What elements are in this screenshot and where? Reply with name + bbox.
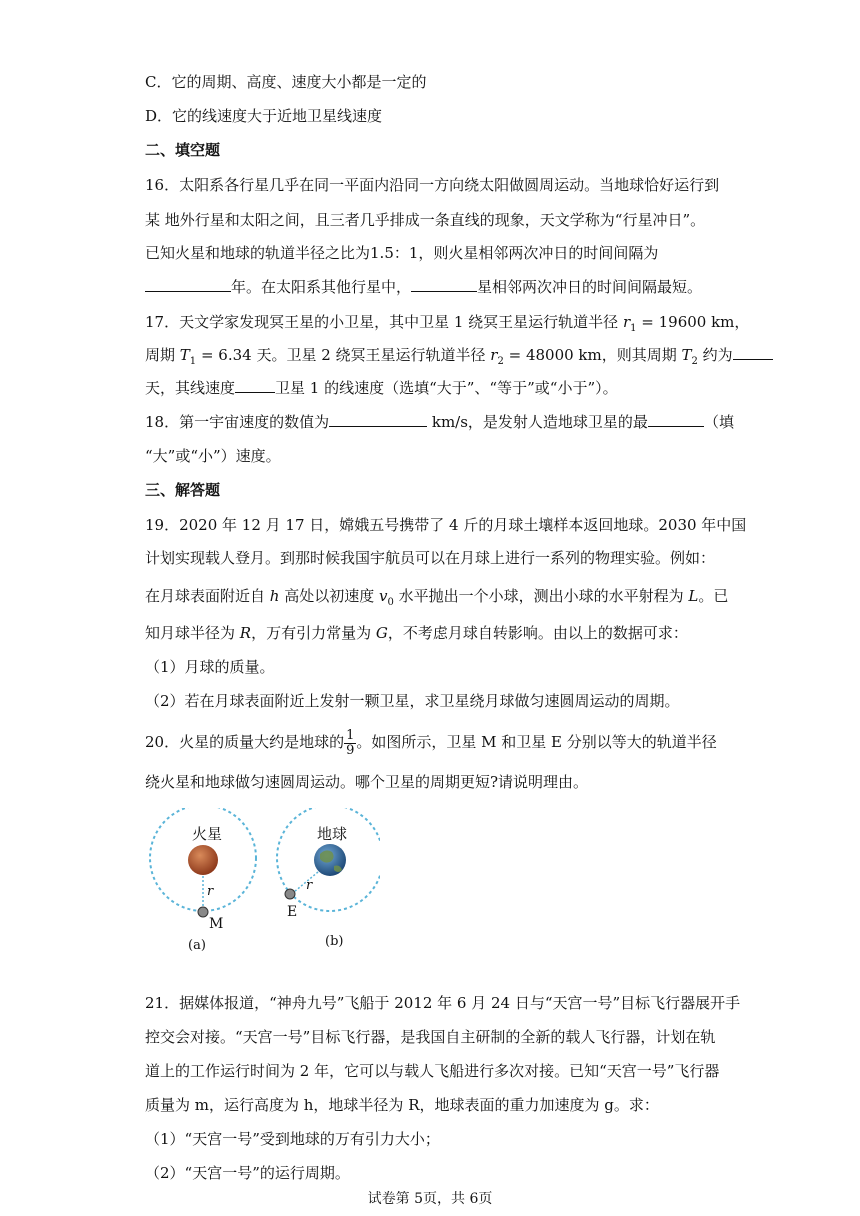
- q19-line4: [145, 623, 688, 643]
- orbit-figure: [140, 808, 380, 956]
- q19-line3: [145, 586, 728, 613]
- q20-text-1a: 20．火星的质量大约是地球的: [145, 733, 345, 751]
- q21-line4: 质量为 m，运行高度为 h，地球半径为 R，地球表面的重力加速度为 g。求：: [145, 1096, 659, 1114]
- q19-text-3a: 在月球表面附近自: [145, 587, 270, 605]
- q16-text-4a: 年。在太阳系其他行星中，: [231, 278, 412, 296]
- q16-line1: 16．太阳系各行星几乎在同一平面内沿同一方向绕太阳做圆周运动。当地球恰好运行到: [145, 176, 720, 194]
- q21-sub1: （1）“天宫一号”受到地球的万有引力大小；: [145, 1130, 440, 1148]
- q18-text-1a: 18．第一宇宙速度的数值为: [145, 413, 330, 431]
- section-fill-blank-heading: 二、填空题: [145, 141, 221, 159]
- q17-line1: [145, 312, 749, 339]
- q17-text-3a: 天，其线速度: [145, 379, 236, 397]
- panel-b-label: (b): [325, 934, 344, 949]
- q16-line4: [145, 277, 702, 297]
- q17-line2: [145, 345, 773, 372]
- fraction-numerator: 1: [346, 727, 355, 743]
- q17-text-2c: = 48000 km，则其周期: [503, 346, 682, 364]
- q17-r1-sub: 1: [630, 323, 637, 334]
- panel-a-label: (a): [188, 938, 206, 953]
- q17-text-3b: 卫星 1 的线速度（选填“大于”、“等于”或“小于”）。: [275, 379, 618, 397]
- q19-v0-sub: 0: [387, 597, 394, 608]
- q17-r1: r: [622, 313, 631, 331]
- q19-text-3d: 。已: [698, 587, 729, 605]
- q21-line3: 道上的工作运行时间为 2 年，它可以与载人飞船进行多次对接。已知“天宫一号”飞行器: [145, 1062, 720, 1080]
- q16-line3: 已知火星和地球的轨道半径之比为1.5：1，则火星相邻两次冲日的时间间隔为: [145, 244, 659, 262]
- q20-line2: 绕火星和地球做匀速圆周运动。哪个卫星的周期更短?请说明理由。: [145, 773, 589, 791]
- q20-text-1b: 。如图所示，卫星 M 和卫星 E 分别以等大的轨道半径: [356, 733, 717, 751]
- q16-blank-1[interactable]: [145, 277, 231, 292]
- q16-line2: 某 地外行星和太阳之间，且三者几乎排成一条直线的现象，天文学称为“行星冲日”。: [145, 211, 706, 229]
- q18-blank-2[interactable]: [648, 412, 704, 427]
- q16-blank-2[interactable]: [411, 277, 477, 292]
- satellite-e: [285, 889, 295, 899]
- q17-blank-2[interactable]: [235, 378, 275, 393]
- mars-planet: [188, 845, 218, 875]
- q19-sub1: （1）月球的质量。: [145, 658, 275, 676]
- q17-r2: r: [490, 346, 498, 364]
- radius-label-a: r: [207, 884, 214, 899]
- q17-t2-sub: 2: [691, 356, 698, 367]
- satellite-e-label: E: [287, 904, 298, 920]
- q19-line2: 计划实现载人登月。到那时候我国宇航员可以在月球上进行一系列的物理实验。例如：: [145, 549, 716, 567]
- q19-sub2: （2）若在月球表面附近上发射一颗卫星，求卫星绕月球做匀速圆周运动的周期。: [145, 692, 680, 710]
- mars-label: 火星: [192, 825, 223, 843]
- page-footer: 试卷第 5页，共 6页: [367, 1191, 493, 1207]
- q17-text-1a: 17．天文学家发现冥王星的小卫星，其中卫星 1 绕冥王星运行轨道半径: [145, 313, 623, 331]
- q17-line3: [145, 378, 618, 398]
- q16-text-4b: 星相邻两次冲日的时间间隔最短。: [477, 278, 703, 296]
- q18-line1: [145, 412, 734, 432]
- q19-R: R: [239, 624, 252, 642]
- radius-label-b: r: [306, 878, 313, 893]
- satellite-m-label: M: [209, 916, 224, 932]
- q17-text-2d: 约为: [697, 346, 733, 364]
- option-d: D．它的线速度大于近地卫星线速度: [145, 107, 383, 125]
- fraction-denominator: 9: [346, 742, 355, 758]
- q17-t1-sub: 1: [189, 356, 197, 367]
- q17-text-2a: 周期: [145, 346, 180, 364]
- fraction-one-ninth: [344, 729, 356, 758]
- q17-t1: T: [179, 346, 190, 364]
- q19-v0: v: [379, 587, 388, 605]
- satellite-m: [198, 907, 208, 917]
- q21-line1: 21．据媒体报道，“神舟九号”飞船于 2012 年 6 月 24 日与“天宫一号”目标飞行器展开手: [145, 994, 741, 1012]
- section-answer-heading: 三、解答题: [145, 481, 221, 499]
- option-c: C．它的周期、高度、速度大小都是一定的: [145, 73, 427, 91]
- q21-line2: 控交会对接。“天宫一号”目标飞行器，是我国自主研制的全新的载人飞行器，计划在轨: [145, 1028, 716, 1046]
- earth-label: 地球: [317, 825, 348, 843]
- q19-text-4a: 知月球半径为: [145, 624, 240, 642]
- q17-text-1b: = 19600 km，: [636, 313, 750, 331]
- q18-blank-1[interactable]: [329, 412, 427, 427]
- q19-text-4b: ，万有引力常量为: [251, 624, 376, 642]
- q20-line1: [145, 725, 717, 759]
- q17-blank-1[interactable]: [733, 345, 773, 360]
- q18-line2: “大”或“小”）速度。: [145, 447, 281, 465]
- q17-text-2b: = 6.34 天。卫星 2 绕冥王星运行轨道半径: [196, 346, 491, 364]
- q17-t2: T: [681, 346, 692, 364]
- q19-h: h: [269, 587, 280, 605]
- orbit-diagram: [140, 808, 380, 956]
- q19-text-3c: 水平抛出一个小球，测出小球的水平射程为: [393, 587, 689, 605]
- q19-L: L: [688, 587, 699, 605]
- q19-text-3b: 高处以初速度: [279, 587, 379, 605]
- q17-r2-sub: 2: [497, 356, 504, 367]
- q19-text-4c: ，不考虑月球自转影响。由以上的数据可求：: [387, 624, 688, 642]
- q19-G: G: [375, 624, 388, 642]
- q18-text-1c: （填: [703, 413, 734, 431]
- q21-sub2: （2）“天宫一号”的运行周期。: [145, 1164, 350, 1182]
- q19-line1: 19．2020 年 12 月 17 日，嫦娥五号携带了 4 斤的月球土壤样本返回地球。2030 年中国: [145, 516, 747, 534]
- q18-text-1b: km/s，是发射人造地球卫星的最: [427, 413, 648, 431]
